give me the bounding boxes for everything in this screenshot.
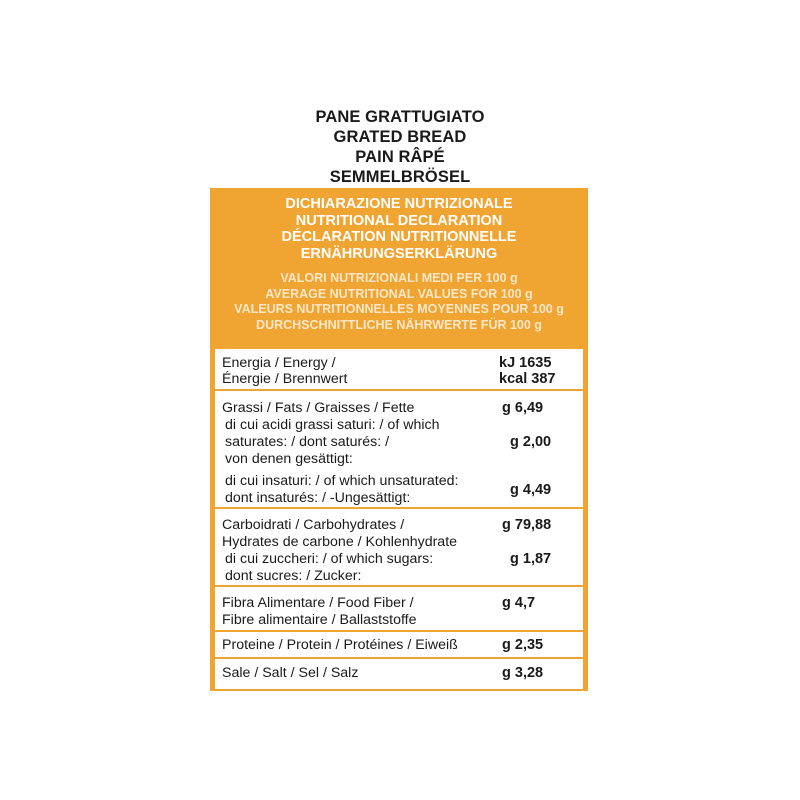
per-100g-header: [212, 271, 586, 333]
energy-kj-value: kJ 1635: [499, 355, 552, 371]
product-title-german: SEMMELBRÖSEL: [329, 168, 471, 186]
unsaturated-value: g 4,49: [510, 482, 552, 498]
sugars-label-line-1: di cui zuccheri: / of which sugars:: [225, 551, 434, 567]
saturates-value: g 2,00: [510, 434, 552, 450]
salt-value: g 3,28: [502, 665, 544, 681]
nutrition-table: [215, 349, 583, 689]
per-100g-german: DURCHSCHNITTLICHE NÄHRWERTE FÜR 100 g: [256, 317, 542, 332]
product-title-italian: PANE GRATTUGIATO: [315, 108, 485, 126]
carbohydrates-label-line-2: Hydrates de carbone / Kohlenhydrate: [222, 534, 458, 550]
energy-label-line-1: Energia / Energy /: [222, 355, 336, 371]
salt-row: [215, 659, 583, 689]
fats-label: Grassi / Fats / Graisses / Fette: [222, 400, 415, 416]
saturates-label-line-1: di cui acidi grassi saturi: / of which: [225, 417, 440, 433]
protein-value: g 2,35: [502, 637, 544, 653]
unsaturated-label-line-2: dont insaturés: / -Ungesättigt:: [225, 490, 411, 506]
fiber-label-line-1: Fibra Alimentare / Food Fiber /: [222, 595, 414, 611]
fiber-value: g 4,7: [502, 595, 536, 611]
fats-value: g 6,49: [502, 400, 544, 416]
saturates-label-line-2: saturates: / dont saturés: /: [225, 434, 390, 450]
protein-label: Proteine / Protein / Protéines / Eiweiß: [222, 637, 458, 653]
declaration-title-english: NUTRITIONAL DECLARATION: [295, 212, 503, 229]
fiber-label-line-2: Fibre alimentaire / Ballaststoffe: [222, 612, 417, 628]
per-100g-english: AVERAGE NUTRITIONAL VALUES FOR 100 g: [265, 286, 533, 301]
saturates-label-line-3: von denen gesättigt:: [225, 451, 353, 467]
carbohydrates-label-line-1: Carboidrati / Carbohydrates /: [222, 517, 405, 533]
declaration-title-italian: DICHIARAZIONE NUTRIZIONALE: [285, 196, 513, 212]
per-100g-italian: VALORI NUTRIZIONALI MEDI PER 100 g: [280, 271, 518, 285]
declaration-header: [212, 196, 586, 262]
product-title-french: PAIN RÂPÉ: [355, 148, 445, 166]
sugars-value: g 1,87: [510, 551, 552, 567]
salt-label: Sale / Salt / Sel / Salz: [222, 665, 359, 681]
energy-label-line-2: Énergie / Brennwert: [222, 371, 348, 387]
protein-row: [215, 632, 583, 659]
fats-row: [215, 391, 583, 509]
energy-row: [215, 349, 583, 391]
product-title-english: GRATED BREAD: [333, 128, 467, 146]
sugars-label-line-2: dont sucres: / Zucker:: [225, 568, 362, 584]
per-100g-french: VALEURS NUTRITIONNELLES MOYENNES POUR 100 g: [234, 302, 564, 316]
energy-kcal-value: kcal 387: [499, 371, 556, 387]
unsaturated-label-line-1: di cui insaturi: / of which unsaturated:: [225, 473, 459, 489]
carbohydrates-row: [215, 509, 583, 587]
fiber-row: [215, 587, 583, 632]
nutrition-panel: [210, 188, 588, 691]
declaration-title-german: ERNÄHRUNGSERKLÄRUNG: [300, 245, 498, 262]
product-title: [200, 107, 600, 187]
declaration-title-french: DÉCLARATION NUTRITIONNELLE: [281, 229, 517, 245]
carbohydrates-value: g 79,88: [502, 517, 552, 533]
